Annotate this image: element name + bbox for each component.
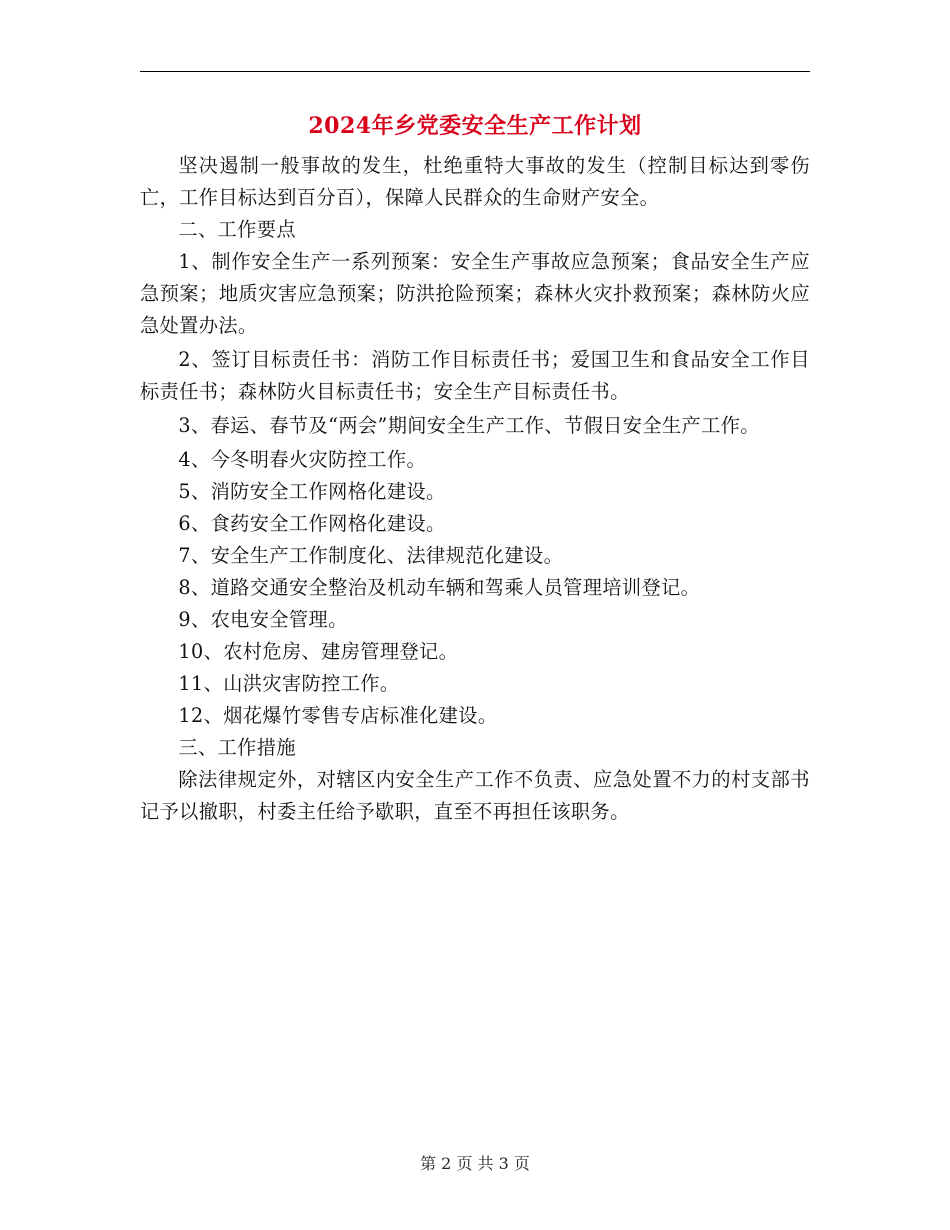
list-item: 1、制作安全生产一系列预案：安全生产事故应急预案；食品安全生产应急预案；地质灾害应急预案；防洪抢险预案；森林火灾扑救预案；森林防火应急处置办法。 <box>140 250 810 337</box>
list-item: 9、农电安全管理。 <box>178 608 348 631</box>
header-rule <box>140 71 810 72</box>
list-item: 7、安全生产工作制度化、法律规范化建设。 <box>178 544 564 567</box>
list-item: 6、食药安全工作网格化建设。 <box>178 512 446 535</box>
list-item: 2、签订目标责任书：消防工作目标责任书；爱国卫生和食品安全工作目标责任书；森林防火目标责任书；安全生产目标责任书。 <box>140 348 810 403</box>
document-title: 2024年乡党委安全生产工作计划 <box>308 113 642 139</box>
section-heading-work-points: 二、工作要点 <box>178 218 296 241</box>
measures-paragraph: 除法律规定外，对辖区内安全生产工作不负责、应急处置不力的村支部书记予以撤职，村委主任给予歇职，直至不再担任该职务。 <box>140 768 810 823</box>
list-item: 3、春运、春节及“两会”期间安全生产工作、节假日安全生产工作。 <box>178 414 760 437</box>
intro-paragraph: 坚决遏制一般事故的发生，杜绝重特大事故的发生（控制目标达到零伤亡，工作目标达到百分百），保障人民群众的生命财产安全。 <box>140 154 810 209</box>
list-item: 12、烟花爆竹零售专店标准化建设。 <box>178 704 498 727</box>
list-item: 10、农村危房、建房管理登记。 <box>178 640 459 663</box>
list-item: 5、消防安全工作网格化建设。 <box>178 480 446 503</box>
list-item: 8、道路交通安全整治及机动车辆和驾乘人员管理培训登记。 <box>178 576 701 599</box>
section-heading-work-measures: 三、工作措施 <box>178 736 296 759</box>
list-item: 11、山洪灾害防控工作。 <box>178 672 400 695</box>
page-number-footer: 第 2 页 共 3 页 <box>420 1154 530 1173</box>
document-body <box>140 150 810 828</box>
list-item: 4、今冬明春火灾防控工作。 <box>178 448 427 471</box>
